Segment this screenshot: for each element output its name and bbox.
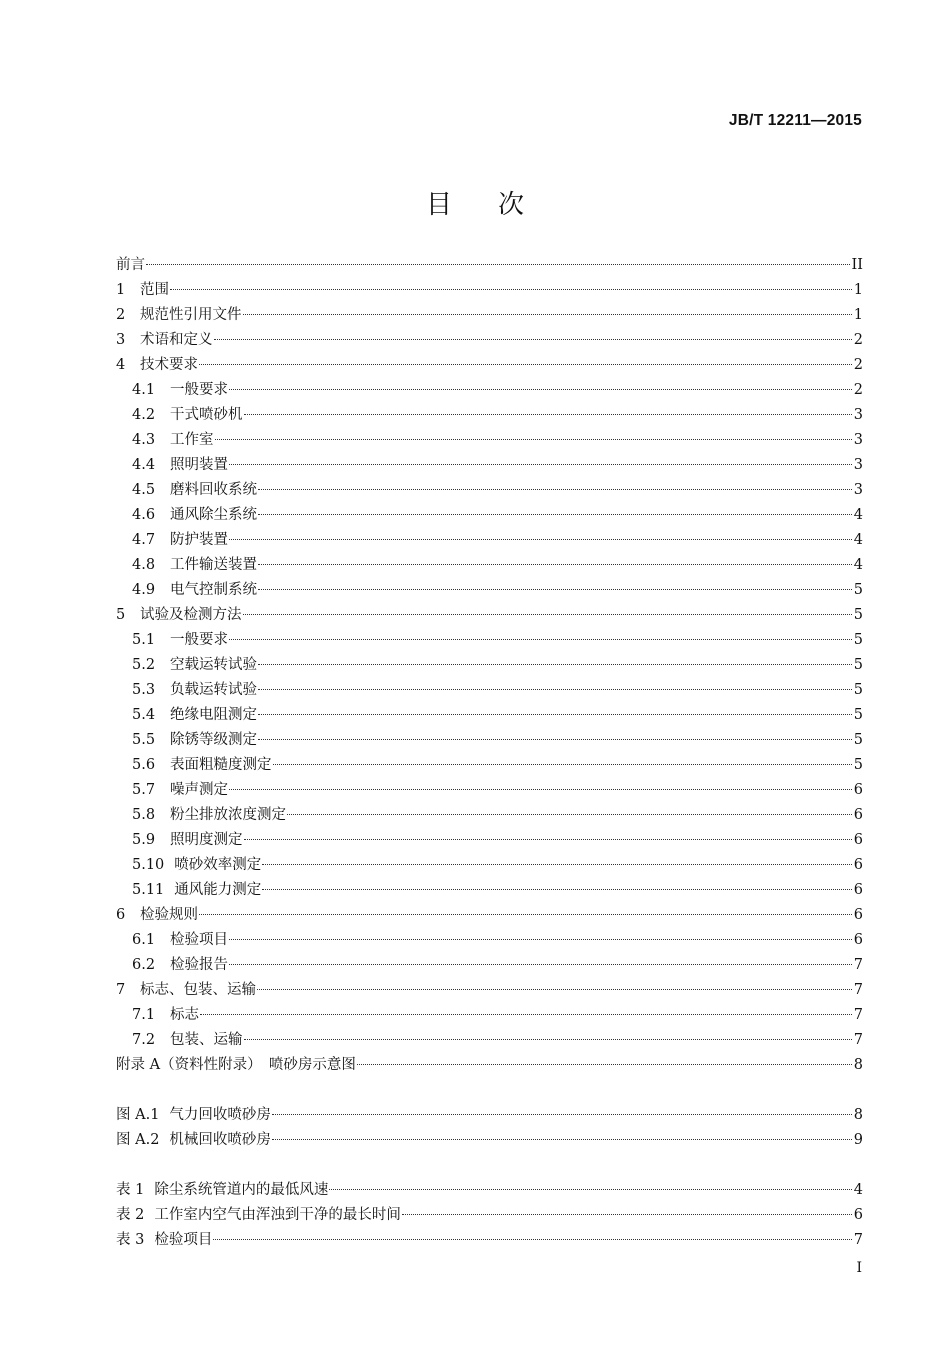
- toc-entry-title: 电气控制系统: [170, 582, 257, 598]
- toc-entry-number: 5.6: [132, 757, 156, 773]
- toc-entry-title: 机械回收喷砂房: [169, 1132, 271, 1148]
- dot-leader: [258, 489, 852, 490]
- dot-leader: [258, 689, 852, 690]
- toc-entry-page: II: [851, 257, 863, 273]
- toc-entry-number: 5.5: [132, 732, 156, 748]
- toc-entry-page: 3: [853, 407, 863, 423]
- toc-entry-number: 4.9: [132, 582, 156, 598]
- page-title: 目次: [425, 190, 570, 220]
- toc-entry-title: 空载运转试验: [170, 657, 257, 673]
- dot-leader: [215, 439, 852, 440]
- toc-entry-title: 标志: [170, 1007, 199, 1023]
- toc-entry-page: 6: [853, 832, 863, 848]
- toc-entry-title: 标志、包装、运输: [140, 982, 256, 998]
- toc-entry-page: 4: [853, 1182, 863, 1198]
- dot-leader: [170, 289, 852, 290]
- toc-entry-page: 2: [853, 382, 863, 398]
- toc-entry-page: 5: [853, 732, 863, 748]
- toc-entry-page: 2: [853, 332, 863, 348]
- toc-entry-page: 3: [853, 432, 863, 448]
- toc-entry[interactable]: [116, 403, 863, 428]
- toc-entry-title: 检验报告: [170, 957, 228, 973]
- toc-entry-page: 5: [853, 707, 863, 723]
- toc-entry-title: 工件输送装置: [170, 557, 257, 573]
- toc-entry-title: 除锈等级测定: [170, 732, 257, 748]
- toc-entry-title: 规范性引用文件: [140, 307, 242, 323]
- toc-entry-number: 5: [116, 607, 126, 623]
- toc-entry-number: 7.1: [132, 1007, 156, 1023]
- dot-leader: [262, 864, 851, 865]
- dot-leader: [258, 564, 852, 565]
- toc-entry-title: 工作室内空气由浑浊到干净的最长时间: [154, 1207, 401, 1223]
- toc-entry[interactable]: [116, 253, 863, 278]
- toc-entry-number: 5.4: [132, 707, 156, 723]
- toc-entry[interactable]: [116, 553, 863, 578]
- toc-entry[interactable]: [116, 653, 863, 678]
- toc-entry-number: 3: [116, 332, 126, 348]
- toc-entry[interactable]: [116, 1228, 863, 1253]
- toc-entry-title: 前言: [116, 257, 145, 273]
- toc-entry-number: 5.2: [132, 657, 156, 673]
- dot-leader: [243, 314, 852, 315]
- dot-leader: [213, 1239, 851, 1240]
- toc-entry-page: 3: [853, 482, 863, 498]
- toc-entry-number: 图 A.2: [116, 1132, 160, 1148]
- dot-leader: [243, 614, 852, 615]
- toc-entry-title: 包装、运输: [170, 1032, 243, 1048]
- toc-entry-number: 4.1: [132, 382, 156, 398]
- toc-entry-title: 防护装置: [170, 532, 228, 548]
- toc-entry-title: 噪声测定: [170, 782, 228, 798]
- dot-leader: [258, 714, 852, 715]
- toc-entry[interactable]: [116, 503, 863, 528]
- toc-entry-number: 4.7: [132, 532, 156, 548]
- toc-entry-title: 喷砂效率测定: [174, 857, 262, 873]
- toc-entry[interactable]: [116, 578, 863, 603]
- toc-entry[interactable]: [116, 353, 863, 378]
- toc-entry-title: 干式喷砂机: [170, 407, 243, 423]
- toc-entry[interactable]: [116, 753, 863, 778]
- toc-entry-page: 8: [853, 1057, 863, 1073]
- dot-leader: [229, 539, 852, 540]
- toc-entry[interactable]: [116, 678, 863, 703]
- toc-entry[interactable]: [116, 728, 863, 753]
- dot-leader: [199, 364, 852, 365]
- toc-entry[interactable]: [116, 328, 863, 353]
- toc-entry[interactable]: [116, 803, 863, 828]
- dot-leader: [257, 989, 852, 990]
- toc-entry[interactable]: [116, 1178, 863, 1203]
- toc-entry-number: 5.11: [132, 882, 165, 898]
- toc-entry-title: 试验及检测方法: [140, 607, 242, 623]
- toc-entry[interactable]: [116, 853, 863, 878]
- toc-entry[interactable]: [116, 428, 863, 453]
- toc-entry[interactable]: [116, 378, 863, 403]
- toc-entry-title: 工作室: [170, 432, 214, 448]
- toc-entry[interactable]: [116, 1103, 863, 1128]
- toc-entry[interactable]: [116, 828, 863, 853]
- dot-leader: [258, 664, 852, 665]
- toc-entry-page: 7: [853, 1007, 863, 1023]
- toc-entry[interactable]: [116, 628, 863, 653]
- toc-entry-title: 粉尘排放浓度测定: [170, 807, 286, 823]
- toc-entry-page: 6: [853, 907, 863, 923]
- toc-entry[interactable]: [116, 1028, 863, 1053]
- toc-entry[interactable]: [116, 928, 863, 953]
- toc-entry-number: 表 3: [116, 1232, 145, 1248]
- toc-entry-page: 4: [853, 507, 863, 523]
- dot-leader: [214, 339, 852, 340]
- toc-entry[interactable]: [116, 278, 863, 303]
- toc-entry[interactable]: [116, 528, 863, 553]
- toc-entry-page: 5: [853, 657, 863, 673]
- toc-entry-number: 4.2: [132, 407, 156, 423]
- dot-leader: [229, 464, 852, 465]
- dot-leader: [258, 514, 852, 515]
- toc-entry-page: 4: [853, 532, 863, 548]
- toc-entry-number: 7.2: [132, 1032, 156, 1048]
- toc-entry-number: 5.7: [132, 782, 156, 798]
- toc-entry[interactable]: [116, 603, 863, 628]
- document-code: JB/T 12211—2015: [728, 112, 862, 129]
- toc-entry-number: 2: [116, 307, 126, 323]
- toc-entry-page: 6: [853, 932, 863, 948]
- toc-entry-number: 4.8: [132, 557, 156, 573]
- dot-leader: [229, 639, 852, 640]
- toc-entry[interactable]: [116, 903, 863, 928]
- dot-leader: [244, 414, 852, 415]
- toc-entry-page: 7: [853, 982, 863, 998]
- toc-entry-title: 绝缘电阻测定: [170, 707, 257, 723]
- dot-leader: [402, 1214, 852, 1215]
- toc-entry-page: 2: [853, 357, 863, 373]
- toc-entry-title: 照明度测定: [170, 832, 243, 848]
- toc-entry-title: 附录 A（资料性附录） 喷砂房示意图: [116, 1057, 356, 1073]
- toc-entry-page: 5: [853, 607, 863, 623]
- toc-entry-page: 4: [853, 557, 863, 573]
- dot-leader: [146, 264, 850, 265]
- dot-leader: [357, 1064, 852, 1065]
- toc-entry-number: 5.9: [132, 832, 156, 848]
- toc-entry-number: 4.6: [132, 507, 156, 523]
- dot-leader: [287, 814, 852, 815]
- toc-entry-page: 1: [853, 307, 863, 323]
- toc-entry-number: 5.3: [132, 682, 156, 698]
- toc-entry-number: 6.1: [132, 932, 156, 948]
- toc-entry-title: 除尘系统管道内的最低风速: [154, 1182, 329, 1198]
- dot-leader: [273, 764, 852, 765]
- toc-entry[interactable]: [116, 1128, 863, 1153]
- toc-entry-title: 照明装置: [170, 457, 228, 473]
- toc-entry[interactable]: [116, 1003, 863, 1028]
- toc-entry-title: 检验规则: [140, 907, 198, 923]
- toc-entry[interactable]: [116, 778, 863, 803]
- toc-entry[interactable]: [116, 303, 863, 328]
- toc-entry-page: 6: [853, 807, 863, 823]
- dot-leader: [329, 1189, 851, 1190]
- toc-entry-title: 一般要求: [170, 382, 228, 398]
- toc-entry-page: 5: [853, 582, 863, 598]
- toc-entry-title: 通风除尘系统: [170, 507, 257, 523]
- toc-entry[interactable]: [116, 453, 863, 478]
- toc-entry-title: 通风能力测定: [174, 882, 262, 898]
- spacer: [116, 1078, 863, 1103]
- toc-entry-number: 4: [116, 357, 126, 373]
- dot-leader: [272, 1114, 852, 1115]
- toc-entry[interactable]: [116, 1053, 863, 1078]
- toc-entry[interactable]: [116, 978, 863, 1003]
- dot-leader: [229, 789, 852, 790]
- toc-entry-number: 4.5: [132, 482, 156, 498]
- dot-leader: [258, 589, 852, 590]
- dot-leader: [229, 964, 852, 965]
- toc-entry-number: 5.1: [132, 632, 156, 648]
- toc-entry[interactable]: [116, 878, 863, 903]
- toc-entry-number: 5.8: [132, 807, 156, 823]
- toc-entry-page: 8: [853, 1107, 863, 1123]
- toc-entry-page: 7: [853, 1032, 863, 1048]
- toc-entry-number: 6: [116, 907, 126, 923]
- toc-entry-title: 检验项目: [154, 1232, 213, 1248]
- toc-entry-page: 6: [853, 1207, 863, 1223]
- toc-entry-number: 1: [116, 282, 126, 298]
- toc-entry-number: 表 1: [116, 1182, 145, 1198]
- toc-entry-title: 检验项目: [170, 932, 228, 948]
- toc-entry-title: 范围: [140, 282, 169, 298]
- dot-leader: [258, 739, 852, 740]
- toc-entry-page: 7: [853, 957, 863, 973]
- toc-entry-title: 表面粗糙度测定: [170, 757, 272, 773]
- toc-entry-page: 6: [853, 882, 863, 898]
- dot-leader: [262, 889, 851, 890]
- table-of-contents: [116, 253, 863, 1253]
- toc-entry-page: 6: [853, 857, 863, 873]
- toc-entry-title: 技术要求: [140, 357, 198, 373]
- toc-entry-page: 6: [853, 782, 863, 798]
- toc-entry-number: 5.10: [132, 857, 165, 873]
- page-number: I: [856, 1260, 862, 1276]
- dot-leader: [200, 1014, 852, 1015]
- toc-entry-page: 3: [853, 457, 863, 473]
- toc-entry-title: 一般要求: [170, 632, 228, 648]
- toc-entry-title: 磨料回收系统: [170, 482, 257, 498]
- toc-entry-page: 5: [853, 682, 863, 698]
- toc-entry-number: 表 2: [116, 1207, 145, 1223]
- toc-entry[interactable]: [116, 953, 863, 978]
- toc-entry-number: 4.3: [132, 432, 156, 448]
- toc-entry-number: 7: [116, 982, 126, 998]
- toc-entry-page: 5: [853, 632, 863, 648]
- toc-entry[interactable]: [116, 478, 863, 503]
- dot-leader: [244, 1039, 852, 1040]
- toc-entry-title: 气力回收喷砂房: [169, 1107, 271, 1123]
- dot-leader: [272, 1139, 852, 1140]
- toc-entry-title: 负载运转试验: [170, 682, 257, 698]
- dot-leader: [199, 914, 852, 915]
- toc-entry[interactable]: [116, 703, 863, 728]
- toc-entry-number: 图 A.1: [116, 1107, 160, 1123]
- dot-leader: [244, 839, 852, 840]
- toc-entry-number: 6.2: [132, 957, 156, 973]
- toc-entry-title: 术语和定义: [140, 332, 213, 348]
- toc-entry-page: 1: [853, 282, 863, 298]
- dot-leader: [229, 939, 852, 940]
- toc-entry-page: 9: [853, 1132, 863, 1148]
- toc-entry-number: 4.4: [132, 457, 156, 473]
- spacer: [116, 1153, 863, 1178]
- dot-leader: [229, 389, 852, 390]
- toc-entry[interactable]: [116, 1203, 863, 1228]
- toc-entry-page: 5: [853, 757, 863, 773]
- toc-entry-page: 7: [853, 1232, 863, 1248]
